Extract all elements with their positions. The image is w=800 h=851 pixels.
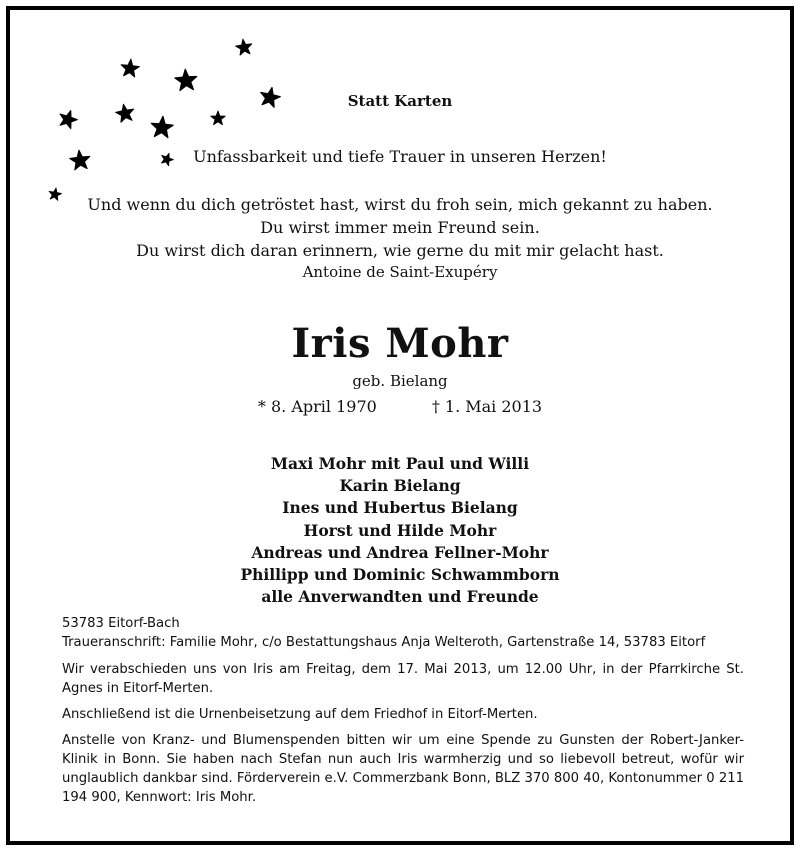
life-dates — [10, 397, 790, 416]
quote-line: Du wirst immer mein Freund sein. — [260, 218, 540, 237]
deceased-name: Iris Mohr — [291, 320, 509, 367]
obituary-frame — [6, 6, 794, 845]
place: 53783 Eitorf-Bach — [62, 616, 180, 631]
address-block — [62, 614, 744, 652]
mourner: Andreas und Andrea Fellner-Mohr — [251, 542, 549, 562]
death-date: † 1. Mai 2013 — [431, 397, 543, 416]
maiden-name: geb. Bielang — [352, 372, 448, 390]
headline: Unfassbarkeit und tiefe Trauer in unseren Herzen! — [193, 147, 607, 166]
mourning-address: Traueranschrift: Familie Mohr, c/o Bestattungshaus Anja Welteroth, Gartenstraße 14, 53783 Eitorf — [62, 635, 706, 650]
farewell-text: Wir verabschieden uns von Iris am Freitag, dem 17. Mai 2013, um 12.00 Uhr, in der Pfarrkirche St. Agnes in Eitorf-Merten. — [62, 662, 744, 696]
star-icon — [119, 57, 141, 79]
star-icon — [173, 67, 199, 93]
star-icon — [210, 110, 226, 126]
mourner: Horst und Hilde Mohr — [303, 520, 497, 540]
birth-date: * 8. April 1970 — [257, 397, 377, 416]
mourners-list — [10, 453, 790, 608]
quote-author: Antoine de Saint-Exupéry — [302, 263, 498, 281]
quote — [10, 193, 790, 262]
donation-text: Anstelle von Kranz- und Blumenspenden bitten wir um eine Spende zu Gunsten der Robert-Janker-Klinik in Bonn. Sie haben nach Stefan nun auch Iris warmherzig und so liebevoll betreut, wofür wir unglaublich dankbar sind. Förderverein e.V. Commerzbank Bonn, BLZ 370 800 40, Kontonummer 0 211 194 900, Kennwort: Iris Mohr. — [62, 733, 744, 805]
mourner: alle Anverwandten und Freunde — [261, 587, 539, 607]
header-title: Statt Karten — [347, 92, 453, 110]
mourner: Karin Bielang — [339, 476, 461, 496]
star-icon — [55, 106, 80, 131]
mourner: Phillipp und Dominic Schwammborn — [240, 565, 560, 585]
mourner: Ines und Hubertus Bielang — [282, 498, 518, 518]
star-icon — [234, 37, 254, 57]
star-icon — [149, 114, 175, 140]
quote-line: Du wirst dich daran erinnern, wie gerne du mit mir gelacht hast. — [136, 241, 664, 260]
mourner: Maxi Mohr mit Paul und Willi — [270, 454, 530, 473]
burial-text: Anschließend ist die Urnenbeisetzung auf dem Friedhof in Eitorf-Merten. — [62, 707, 538, 722]
quote-line: Und wenn du dich getröstet hast, wirst du froh sein, mich gekannt zu haben. — [87, 195, 713, 214]
